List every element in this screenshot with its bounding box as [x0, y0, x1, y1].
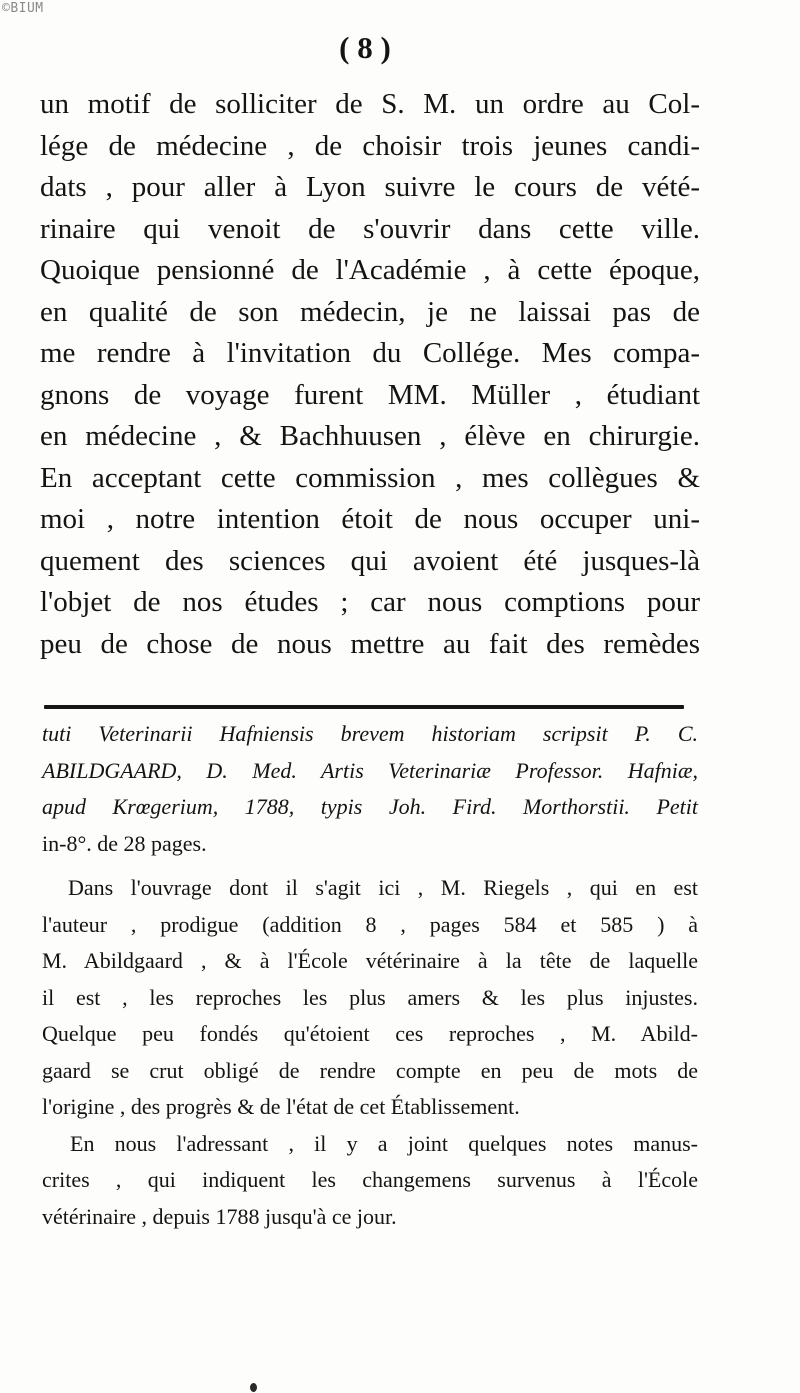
main-text-block [40, 84, 700, 665]
page-number: ( 8 ) [339, 30, 391, 65]
footnote-line: l'auteur , prodigue (addition 8 , pages 584 et 585 ) à [42, 911, 698, 937]
footnote-citation [42, 716, 698, 862]
footnote-block [42, 716, 698, 1235]
library-watermark: ©BIUM [2, 1, 44, 16]
footnote-line: in-8°. de 28 pages. [42, 830, 207, 856]
footnote-line: M. Abildgaard , & à l'École vétérinaire à la tête de laquelle [42, 948, 698, 973]
footnote-line: l'origine , des progrès & de l'état de cet Établissement. [42, 1094, 520, 1119]
footnote-line: Dans l'ouvrage dont il s'agit ici , M. Riegels , qui en est [68, 875, 698, 900]
footnote-line: crites , qui indiquent les changemens survenus à l'École [42, 1167, 698, 1192]
text-line: Quoique pensionné de l'Académie , à cette époque, [40, 254, 700, 286]
text-line: me rendre à l'invitation du Collége. Mes compa- [40, 337, 700, 369]
text-line: en qualité de son médecin, je ne laissai pas de [40, 295, 700, 328]
text-line: gnons de voyage furent MM. Müller , étudiant [40, 378, 700, 411]
footnote-paragraph [42, 870, 698, 1126]
footnote-line: vétérinaire , depuis 1788 jusqu'à ce jour. [42, 1203, 397, 1229]
footnote-line: tuti Veterinarii Hafniensis brevem historiam scripsit P. C. [42, 721, 698, 746]
footnote-separator-rule [44, 705, 684, 709]
text-line: moi , notre intention étoit de nous occuper uni- [40, 503, 700, 535]
footnote-line: ABILDGAARD, D. Med. Artis Veterinariæ Professor. Hafniæ, [42, 757, 698, 783]
footnote-paragraph [42, 1126, 698, 1236]
text-line: rinaire qui venoit de s'ouvrir dans cette ville. [40, 212, 700, 245]
footnote-line: il est , les reproches les plus amers & les plus injustes. [42, 984, 698, 1010]
footnote-line: apud Krœgerium, 1788, typis Joh. Fird. Morthorstii. Petit [42, 794, 698, 819]
text-line: En acceptant cette commission , mes collègues & [40, 461, 700, 494]
text-line: un motif de solliciter de S. M. un ordre au Col- [40, 88, 700, 120]
text-line: en médecine , & Bachhuusen , élève en chirurgie. [40, 420, 700, 452]
footnote-line: Quelque peu fondés qu'étoient ces reproches , M. Abild- [42, 1021, 698, 1046]
footnote-line: En nous l'adressant , il y a joint quelques notes manus- [70, 1130, 698, 1156]
text-line: quement des sciences qui avoient été jusques-là [40, 544, 700, 577]
text-line: lége de médecine , de choisir trois jeunes candi- [40, 129, 700, 162]
text-line: l'objet de nos études ; car nous comptions pour [40, 586, 700, 618]
footnote-line: gaard se crut obligé de rendre compte en peu de mots de [42, 1057, 698, 1083]
text-line: dats , pour aller à Lyon suivre le cours de vété- [40, 171, 700, 203]
ink-speck [250, 1383, 257, 1392]
text-line: peu de chose de nous mettre au fait des remèdes [40, 627, 700, 660]
